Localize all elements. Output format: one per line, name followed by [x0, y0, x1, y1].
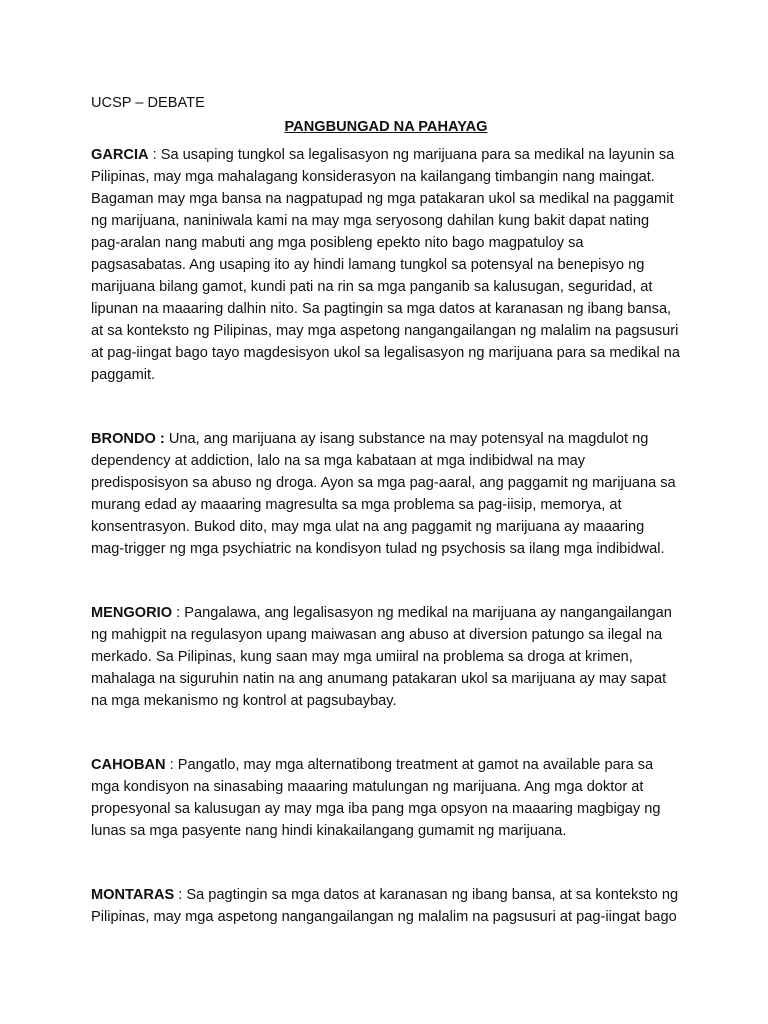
speaker-separator: : — [172, 605, 185, 621]
document-title: PANGBUNGAD NA PAHAYAG — [284, 119, 488, 135]
speaker-name: MENGORIO — [91, 605, 173, 621]
paragraph-mengorio — [91, 602, 681, 712]
speaker-name: GARCIA — [91, 147, 149, 163]
paragraph-text: Pangatlo, may mga alternatibong treatment at gamot na available para sa mga kondisyon na sinasabing maaaring matulungan ng marijuana. Ang mga doktor at propesyonal sa kalusugan ay may mga iba pang mga opsyon na maaaring magbigay ng lunas sa mga pasyente nang hindi kinakailangang gumamit ng marijuana. — [91, 757, 661, 839]
speaker-name: BRONDO : — [91, 431, 165, 447]
paragraph-text: Sa pagtingin sa mga datos at karanasan ng ibang bansa, at sa konteksto ng Pilipinas, may mga aspetong nangangailangan ng malalim na pagsusuri at pag-iingat bago — [91, 887, 679, 925]
paragraph-text: Sa usaping tungkol sa legalisasyon ng marijuana para sa medikal na layunin sa Pilipinas, may mga mahalagang konsiderasyon na kailangang timbangin nang maingat. Bagaman may mga bansa na nagpatupad ng mga patakaran ukol sa medikal na paggamit ng marijuana, naniniwala kami na may mga seryosong dahilan kung bakit dapat nating pag-aralan nang mabuti ang mga posibleng epekto nito bago magpatuloy sa pagsasabatas. Ang usaping ito ay hindi lamang tungkol sa potensyal na benepisyo ng marijuana bilang gamot, kundi pati na rin sa mga panganib sa kalusugan, seguridad, at lipunan na maaaring dalhin nito. Sa pagtingin sa mga datos at karanasan ng ibang bansa, at sa konteksto ng Pilipinas, may mga aspetong nangangailangan ng malalim na pagsusuri at pag-iingat bago tayo magdesisyon ukol sa legalisasyon ng marijuana para sa medikal na paggamit. — [91, 147, 680, 383]
paragraph-text: Una, ang marijuana ay isang substance na may potensyal na magdulot ng dependency at addiction, lalo na sa mga kabataan at mga indibidwal na may predisposisyon sa abuso ng droga. Ayon sa mga pag-aaral, ang paggamit ng marijuana sa murang edad ay maaaring magresulta sa mga problema sa pag-iisip, memorya, at konsentrasyon. Bukod dito, may mga ulat na ang paggamit ng marijuana ay maaaring mag-trigger ng mga psychiatric na kondisyon tulad ng psychosis sa ilang mga indibidwal. — [91, 431, 676, 557]
paragraph-garcia — [91, 144, 681, 386]
paragraph-brondo — [91, 428, 681, 560]
speaker-separator: : — [165, 757, 178, 773]
paragraph-cahoban — [91, 754, 681, 842]
document-header: UCSP – DEBATE — [91, 95, 205, 111]
speaker-name: CAHOBAN — [91, 757, 166, 773]
speaker-name: MONTARAS — [91, 887, 175, 903]
paragraph-text: Pangalawa, ang legalisasyon ng medikal na marijuana ay nangangailangan ng mahigpit na regulasyon upang maiwasan ang abuso at diversion patungo sa ilegal na merkado. Sa Pilipinas, kung saan may mga umiiral na problema sa droga at krimen, mahalaga na siguruhin natin na ang anumang patakaran ukol sa marijuana ay may sapat na mga mekanismo ng kontrol at pagsubaybay. — [91, 605, 672, 709]
document-body — [91, 92, 681, 928]
speaker-separator: : — [174, 887, 187, 903]
paragraph-montaras — [91, 884, 681, 928]
speaker-separator: : — [148, 147, 161, 163]
